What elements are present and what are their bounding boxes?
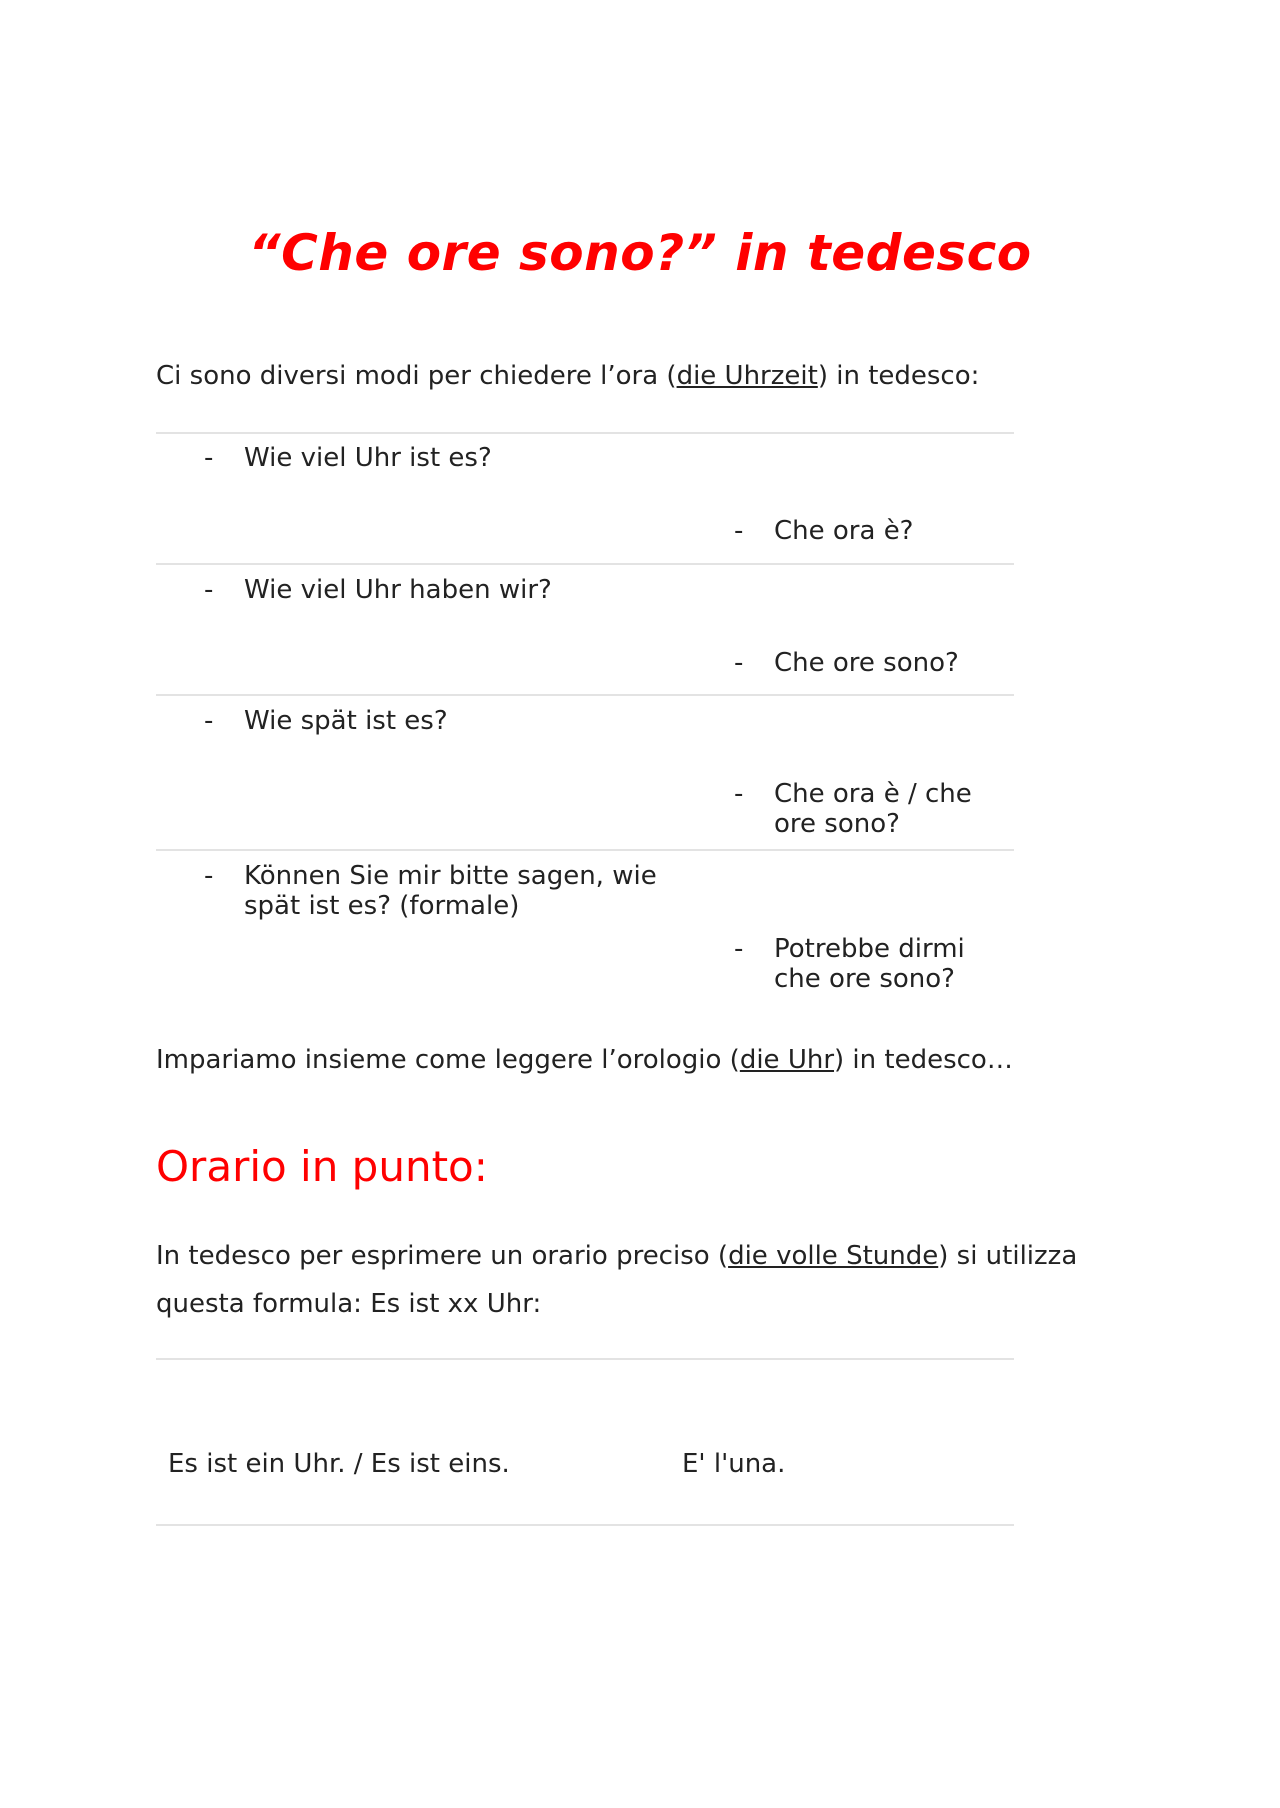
list-dash: - [734, 648, 744, 678]
formula-text-after: ) si utilizza questa formula: Es ist xx Uhr: [156, 1241, 1078, 1319]
table-rule [156, 1524, 1014, 1526]
intro-text-after: ) in tedesco: [817, 361, 980, 391]
table-rule [156, 563, 1014, 565]
table-rule [156, 432, 1014, 434]
list-dash: - [734, 779, 744, 809]
learn-paragraph [156, 1036, 1136, 1084]
answer-it-text: Che ore sono? [774, 648, 959, 678]
list-dash: - [204, 443, 214, 473]
example-italian: E' l'una. [682, 1449, 786, 1479]
learn-text-before: Impariamo insieme come leggere l’orologio ( [156, 1045, 740, 1075]
learn-text-after: ) in tedesco… [834, 1045, 1013, 1075]
intro-paragraph [156, 352, 1136, 400]
example-german: Es ist ein Uhr. / Es ist eins. [168, 1449, 510, 1479]
list-dash: - [734, 516, 744, 546]
table-rule [156, 849, 1014, 851]
learn-term: die Uhr [739, 1045, 835, 1075]
page-title: “Che ore sono?” in tedesco [248, 224, 1032, 282]
question-de-text: Wie spät ist es? [244, 706, 448, 736]
intro-term: die Uhrzeit [676, 361, 818, 391]
list-dash: - [734, 934, 744, 964]
answer-it-text: Che ora è? [774, 516, 914, 546]
formula-paragraph [156, 1232, 1136, 1328]
table-rule [156, 694, 1014, 696]
question-de-text: Können Sie mir bitte sagen, wie spät ist es? (formale) [244, 861, 657, 921]
question-de-text: Wie viel Uhr ist es? [244, 443, 492, 473]
intro-text-before: Ci sono diversi modi per chiedere l’ora ( [156, 361, 677, 391]
list-dash: - [204, 861, 214, 891]
formula-term: die volle Stunde [728, 1241, 939, 1271]
section-heading: Orario in punto: [156, 1142, 488, 1191]
list-dash: - [204, 706, 214, 736]
list-dash: - [204, 575, 214, 605]
table-rule [156, 1358, 1014, 1360]
answer-it-text: Che ora è / che ore sono? [774, 779, 972, 839]
formula-text-before: In tedesco per esprimere un orario preciso ( [156, 1241, 729, 1271]
question-de-text: Wie viel Uhr haben wir? [244, 575, 552, 605]
answer-it-text: Potrebbe dirmi che ore sono? [774, 934, 965, 994]
